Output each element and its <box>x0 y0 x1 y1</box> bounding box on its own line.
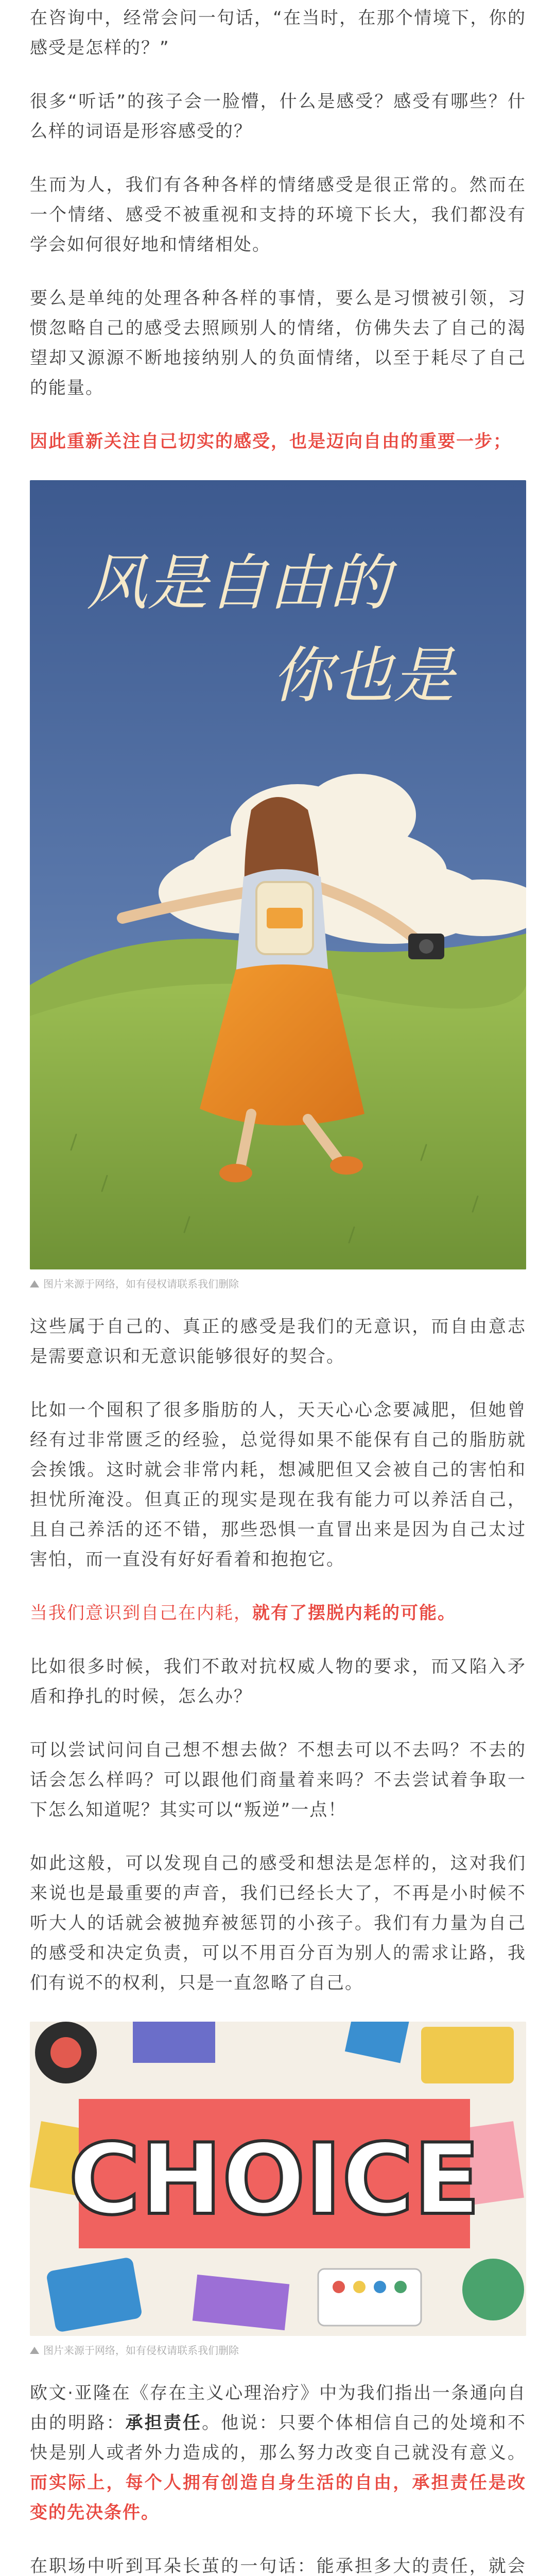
svg-text:你也是: 你也是 <box>272 640 455 711</box>
paragraph-1: 在咨询中，经常会问一句话，“在当时，在那个情境下，你的感受是怎样的？” <box>30 8 526 58</box>
illustration-freedom-image <box>30 480 526 1269</box>
freedom-illustration-svg <box>30 480 526 1269</box>
paragraph-13: 在职场中听到耳朵长茧的一句话：能承担多大的责任，就会 <box>30 2556 526 2576</box>
caption-text: 图片来源于网络，如有侵权请联系我们删除 <box>43 1278 239 1290</box>
article <box>0 3 556 2576</box>
figure-illustration-freedom <box>30 480 526 1291</box>
caption-triangle-icon <box>30 2347 39 2354</box>
choice-illustration-svg <box>30 2022 526 2336</box>
paragraph-8-emphasis: 就有了摆脱内耗的可能。 <box>252 1603 456 1623</box>
paragraph-8 <box>30 1598 526 1628</box>
figure-caption <box>30 1277 526 1291</box>
paragraph-4: 要么是单纯的处理各种各样的事情，要么是习惯被引领，习惯忽略自己的感受去照顾别人的情绪，仿佛失去了自己的渴望却又源源不断地接纳别人的负面情绪，以至于耗尽了自己的能量。 <box>30 288 526 398</box>
paragraph-12 <box>30 2378 526 2528</box>
figure-choice <box>30 2022 526 2358</box>
paragraph-8-lead: 当我们意识到自己在内耗， <box>30 1603 252 1623</box>
choice-lettering: CHOICE <box>68 2123 480 2236</box>
highlight-paragraph-freedom: 因此重新关注自己切实的感受，也是迈向自由的重要一步； <box>30 431 512 452</box>
figure-caption <box>30 2343 526 2358</box>
paragraph-6: 这些属于自己的、真正的感受是我们的无意识，而自由意志是需要意识和无意识能够很好的契合。 <box>30 1316 526 1367</box>
paragraph-12-keyword: 承担责任 <box>125 2413 202 2433</box>
paragraph-11: 如此这般，可以发现自己的感受和想法是怎样的，这对我们来说也是最重要的声音，我们已经长大了，不再是小时候不听大人的话就会被抛弃被惩罚的小孩子。我们有力量为自己的感受和决定负责，可以不用百分百为别人的需求让路，我们有说不的权利，只是一直忽略了自己。 <box>30 1853 526 1993</box>
paragraph-12-emphasis: 而实际上，每个人拥有创造自身生活的自由，承担责任是改变的先决条件。 <box>30 2472 526 2523</box>
paragraph-3: 生而为人，我们有各种各样的情绪感受是很正常的。然而在一个情绪、感受不被重视和支持的环境下长大，我们都没有学会如何很好地和情绪相处。 <box>30 175 526 255</box>
svg-text:风是自由的: 风是自由的 <box>86 547 391 618</box>
paragraph-12-part-a: 欧文·亚隆在《存在主义心理治疗》中为我们指出一条通向自由的明路： <box>30 2383 526 2433</box>
paragraph-7: 比如一个囤积了很多脂肪的人，天天心心念要减肥，但她曾经有过非常匮乏的经验，总觉得如果不能保有自己的脂肪就会挨饿。这时就会非常内耗，想减肥但又会被自己的害怕和担忧所淹没。但真正的现实是现在我有能力可以养活自己，且自己养活的还不错，那些恐惧一直冒出来是因为自己太过害怕，而一直没有好好看着和抱抱它。 <box>30 1400 526 1570</box>
caption-text: 图片来源于网络，如有侵权请联系我们删除 <box>43 2344 239 2357</box>
paragraph-12-part-c: 。他说：只要个体相信自己的处境和不快是别人或者外力造成的，那么努力改变自己就没有意义。 <box>30 2413 527 2463</box>
paragraph-10: 可以尝试问问自己想不想去做？不想去可以不去吗？不去的话会怎么样吗？可以跟他们商量着来吗？不去尝试着争取一下怎么知道呢？其实可以“叛逆”一点！ <box>30 1740 526 1820</box>
caption-triangle-icon <box>30 1280 39 1287</box>
choice-image <box>30 2022 526 2336</box>
paragraph-2: 很多“听话”的孩子会一脸懵，什么是感受？感受有哪些？什么样的词语是形容感受的？ <box>30 91 526 142</box>
paragraph-9: 比如很多时候，我们不敢对抗权威人物的要求，而又陷入矛盾和挣扎的时候，怎么办？ <box>30 1656 526 1707</box>
